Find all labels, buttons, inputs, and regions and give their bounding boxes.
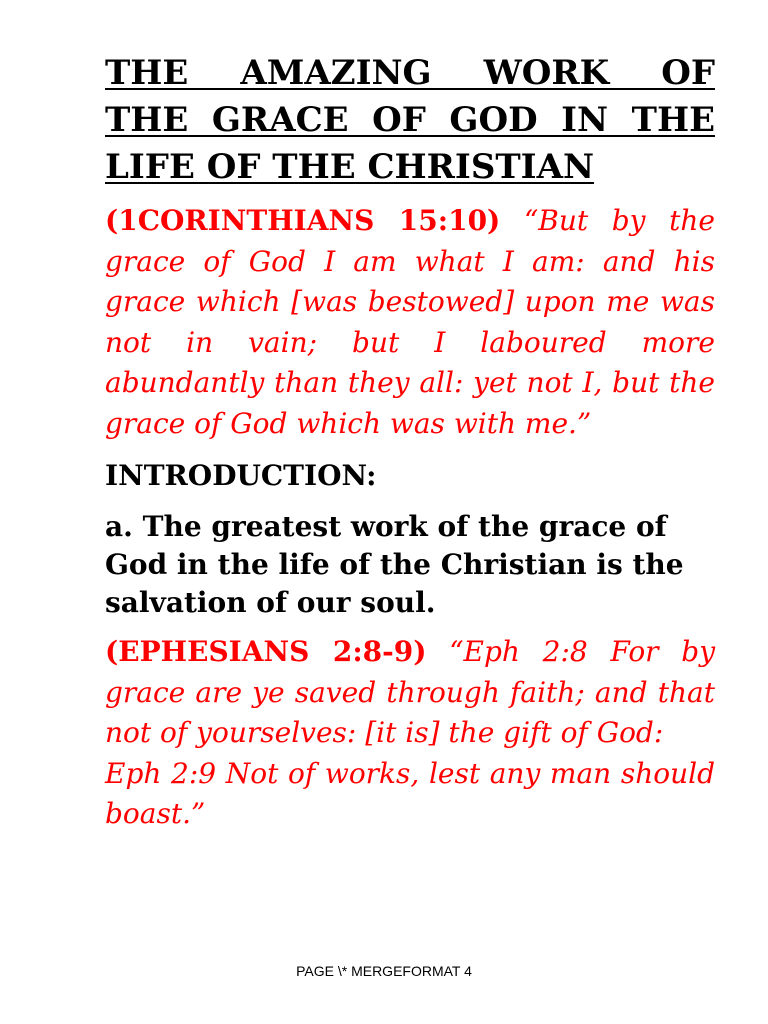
scripture-quote: “But by the grace of God I am what I am: and his grace which [was bestowed] upon me was not in vain; but I laboured more abundantly than they all: yet not I, but the grace of God which was with me.” bbox=[105, 204, 715, 440]
title-line-2: THE GRACE OF GOD IN THE bbox=[105, 100, 715, 140]
point-a: a. The greatest work of the grace of God in the life of the Christian is the salvation of our soul. bbox=[105, 510, 684, 619]
document-title bbox=[105, 50, 715, 191]
page-footer: PAGE \* MERGEFORMAT 4 bbox=[296, 963, 472, 979]
scripture-1corinthians bbox=[105, 201, 715, 444]
introduction-heading: INTRODUCTION: bbox=[105, 459, 377, 492]
scripture-reference: (1CORINTHIANS 15:10) bbox=[105, 204, 501, 237]
title-line-3: LIFE OF THE CHRISTIAN bbox=[105, 147, 595, 187]
title-line-1: THE AMAZING WORK OF bbox=[105, 53, 715, 93]
document-body bbox=[105, 50, 715, 847]
scripture-ephesians bbox=[105, 632, 715, 835]
scripture-quote-part2: Eph 2:9 Not of works, lest any man should boast.” bbox=[105, 756, 715, 830]
scripture-quote-part1: “Eph 2:8 For by grace are ye saved through faith; and that not of yourselves: [it is] the gift of God: bbox=[105, 635, 716, 749]
scripture-reference: (EPHESIANS 2:8-9) bbox=[105, 635, 427, 668]
